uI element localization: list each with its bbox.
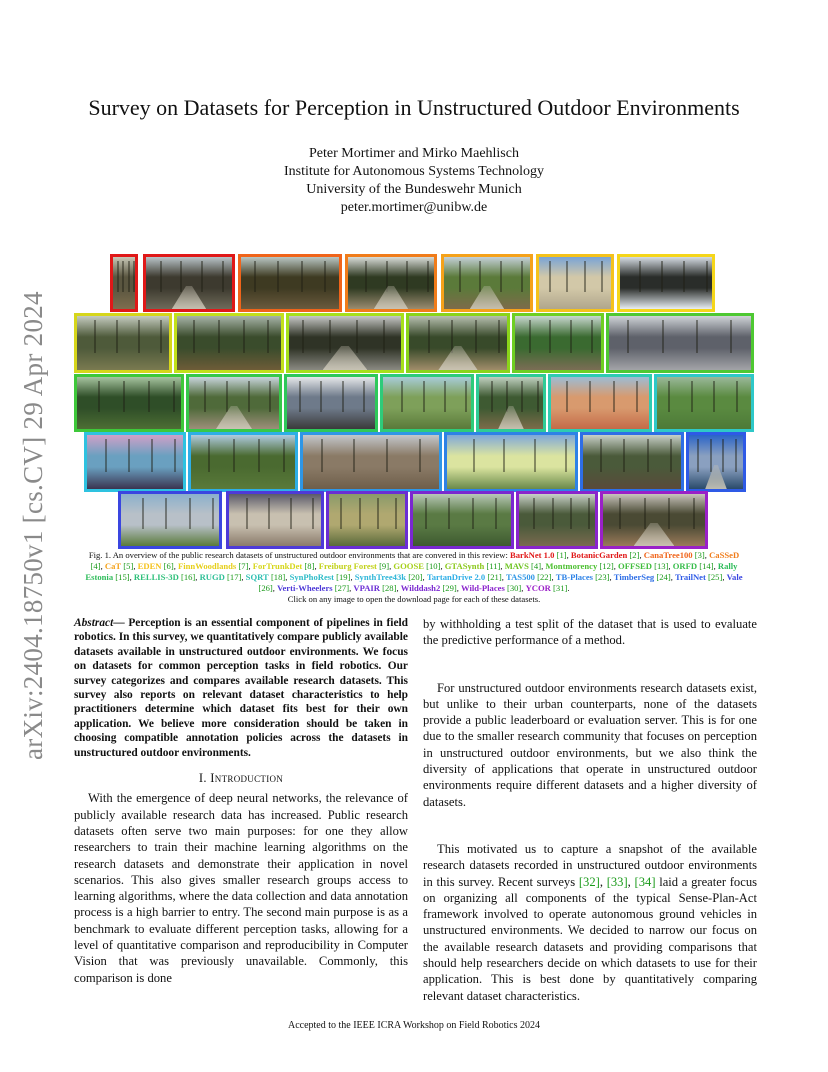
thumbnail-sky xyxy=(121,494,219,514)
intro-p3-after: laid a greater focus on organizing all components of the typical Sense-Plan-Act framework involved to operate autonomous ground vehicles in unstructured environments. We decided to narrow our focus on the available research datasets and providing comparisons that should help researchers decide on which datasets to use for their application. This is best done by quantitatively comparing relevant dataset characteristics. xyxy=(423,874,758,1003)
thumbnail-tree xyxy=(116,320,118,352)
thumbnail-tree xyxy=(730,320,732,352)
thumbnail-tree xyxy=(248,381,250,412)
citation-link[interactable]: [33] xyxy=(606,874,628,889)
dataset-thumbnail[interactable] xyxy=(143,254,235,312)
thumbnail-sky xyxy=(383,377,471,397)
caption-dataset-name[interactable]: RELLIS-3D xyxy=(133,572,179,582)
thumbnail-tree xyxy=(491,381,493,412)
caption-dataset-name[interactable]: Verti-Wheelers xyxy=(277,583,333,593)
caption-citation[interactable]: [4] xyxy=(531,561,542,571)
author-university: University of the Bundeswehr Munich xyxy=(306,182,522,197)
thumbnail-tree xyxy=(521,381,523,412)
thumbnail-tree xyxy=(600,439,602,471)
caption-dataset-name[interactable]: BotanicGarden xyxy=(570,550,628,560)
dataset-thumbnail[interactable] xyxy=(410,491,514,549)
thumbnail-tree xyxy=(521,261,523,292)
caption-tail: Click on any image to open the download page for each of these datasets. xyxy=(287,594,541,604)
caption-dataset-name[interactable]: FinnWoodlands xyxy=(178,561,237,571)
thumbnail-tree xyxy=(353,439,355,471)
thumbnail-tree xyxy=(696,320,698,352)
caption-dataset-name[interactable]: Freiburg Forest xyxy=(318,561,377,571)
caption-dataset-name[interactable]: Wild-Places xyxy=(461,583,505,593)
intro-paragraph-1-cont: by withholding a test split of the dataset that is used to evaluate the predictive performance of a method. xyxy=(423,617,757,648)
thumbnail-tree xyxy=(365,261,367,292)
caption-citation[interactable]: [25] xyxy=(708,572,723,582)
abstract: Abstract— Perception is an essential component of pipelines in field robotics. In this survey, we quantitatively compare publicly available datasets available in unstructured outdoor environments. We focus on datasets for common perception tasks in field robotics. Our survey categorizes and compares available research datasets. This survey also reports on relevant dataset characteristics to help practitioners determine which dataset fits best for their own application. We believe more consideration should be taken in choosing compatible annotation policies across the datasets in unstructured outdoor environments. xyxy=(74,617,408,759)
caption-citation[interactable]: [8] xyxy=(304,561,315,571)
caption-dataset-name[interactable]: CaT xyxy=(104,561,122,571)
intro-p3-before: This motivated us to capture a snapshot of the available research datasets recorded in unstructured outdoor environments in this survey. Recent surveys xyxy=(423,841,757,889)
thumbnail-tree xyxy=(448,498,450,529)
dataset-thumbnail[interactable] xyxy=(380,374,474,432)
dataset-thumbnail[interactable] xyxy=(74,374,184,432)
thumbnail-tree xyxy=(208,439,210,471)
thumbnail-tree xyxy=(627,320,629,352)
caption-citation[interactable]: [21] xyxy=(487,572,502,582)
caption-dataset-name[interactable]: CaSSeD xyxy=(709,550,740,560)
thumbnail-tree xyxy=(277,261,279,292)
thumbnail-tree xyxy=(444,381,446,412)
thumbnail-tree xyxy=(383,320,385,352)
thumbnail-sky xyxy=(447,435,575,456)
thumbnail-tree xyxy=(283,439,285,471)
thumbnail-sky xyxy=(87,435,183,456)
caption-citation[interactable]: [11] xyxy=(486,561,501,571)
thumbnail-tree xyxy=(735,439,737,471)
thumbnail-sky xyxy=(583,435,681,456)
thumbnail-tree xyxy=(180,261,182,292)
thumbnail-tree xyxy=(570,498,572,529)
dataset-thumbnail[interactable] xyxy=(406,313,510,373)
caption-citation[interactable]: [5] xyxy=(123,561,134,571)
dataset-thumbnail[interactable] xyxy=(226,491,324,549)
thumbnail-tree xyxy=(566,261,568,292)
thumbnail-tree xyxy=(647,439,649,471)
section-title: Introduction xyxy=(210,771,284,786)
thumbnail-tree xyxy=(427,261,429,292)
dataset-thumbnail[interactable] xyxy=(441,254,533,312)
thumbnail-tree xyxy=(204,381,206,412)
thumbnail-tree xyxy=(549,320,551,352)
thumbnail-ground xyxy=(121,525,219,546)
thumbnail-tree xyxy=(661,261,663,292)
thumbnail-ground xyxy=(583,467,681,489)
caption-citation[interactable]: [20] xyxy=(408,572,423,582)
right-column xyxy=(423,616,757,1004)
dataset-thumbnail[interactable] xyxy=(188,432,298,492)
thumbnail-tree xyxy=(356,320,358,352)
caption-dataset-name[interactable]: CanaTree100 xyxy=(643,550,693,560)
section-number: I. xyxy=(198,771,211,786)
thumbnail-ground xyxy=(383,408,471,429)
thumbnail-tree xyxy=(537,381,539,412)
thumbnail-ground xyxy=(447,467,575,489)
thumbnail-tree xyxy=(233,439,235,471)
abstract-label: Abstract xyxy=(74,617,114,629)
thumbnail-tree xyxy=(226,381,228,412)
thumbnail-tree xyxy=(495,498,497,529)
dataset-thumbnail[interactable] xyxy=(444,432,578,492)
thumbnail-tree xyxy=(601,261,603,292)
thumbnail-tree xyxy=(500,261,502,292)
dataset-thumbnail[interactable] xyxy=(300,432,442,492)
caption-dataset-name[interactable]: TB-Places xyxy=(555,572,593,582)
caption-dataset-name[interactable]: TartanDrive 2.0 xyxy=(426,572,486,582)
thumbnail-tree xyxy=(691,381,693,412)
thumbnail-tree xyxy=(363,381,365,412)
thumbnail-tree xyxy=(269,381,271,412)
dataset-thumbnail[interactable] xyxy=(536,254,614,312)
caption-citation[interactable]: [30] xyxy=(506,583,522,593)
thumbnail-tree xyxy=(613,381,615,412)
thumbnail-tree xyxy=(301,261,303,292)
thumbnail-sky xyxy=(479,377,543,397)
dataset-thumbnail[interactable] xyxy=(580,432,684,492)
thumbnail-tree xyxy=(160,261,162,292)
caption-citation[interactable]: [31] xyxy=(553,583,568,593)
thumbnail-tree xyxy=(706,261,708,292)
thumbnail-tree xyxy=(668,381,670,412)
thumbnail-tree xyxy=(693,498,695,529)
thumbnail-sky xyxy=(519,494,595,514)
thumbnail-sky xyxy=(409,316,507,337)
thumbnail-tree xyxy=(324,261,326,292)
thumbnail-ground xyxy=(620,288,712,309)
thumbnail-tree xyxy=(534,439,536,471)
intro-paragraph-3: This motivated us to capture a snapshot of the available research datasets recorded in unstructured outdoor environments in this survey. Recent surveys [32], [33], [34] laid a greater focus on organizing all components of the typical Sense-Plan-Act framework involved to operate autonomous ground vehicles in unstructured environments. We decided to narrow our focus on the available research datasets and providing comparisons that should help researchers decide on which datasets to use for their application. This is best done by quantitatively comparing relevant dataset characteristics. xyxy=(423,841,758,1003)
dataset-thumbnail[interactable] xyxy=(186,374,282,432)
thumbnail-tree xyxy=(451,320,453,352)
thumbnail-sky xyxy=(620,257,712,277)
caption-dataset-name[interactable]: Vale xyxy=(726,572,743,582)
thumbnail-ground xyxy=(229,525,321,546)
caption-citation[interactable]: [4] xyxy=(90,561,101,571)
thumbnail-tree xyxy=(591,320,593,352)
abstract-text: Perception is an essential component of pipelines in field robotics. In this survey, we quantitatively compare publicly available datasets available in unstructured outdoor environments. We focus on datasets for common perception tasks in field robotics. Our survey categorizes and compares available research datasets. This survey also reports on relevant dataset characteristics to help practitioners determine which dataset fits best for their own application. We believe more consideration should be taken in choosing compatible annotation policies across the datasets in unstructured outdoor environments. xyxy=(74,617,408,759)
author-block xyxy=(0,145,828,217)
dataset-thumbnail[interactable] xyxy=(548,374,652,432)
caption-dataset-list: BarkNet 1.0 [1], BotanicGarden [2], CanaTree100 [3], CaSSeD [4], CaT [5], EDEN [6], FinnWoodlands [7], ForTrunkDet [8], Freiburg Forest [9], GOOSE [10], GTASynth [11], MAVS [4], Montmorency [12], OFFSED [13], ORFD [14], Rally Estonia [15], RELLIS-3D [16], RUGD [17], SQRT [18], SynPhoRest [19], SynthTree43k [20], TartanDrive 2.0 [21], TAS500 [22], TB-Places [23], TimberSeg [24], TrailNet [25], Vale [26], Verti-Wheelers [27], VPAIR [28], Wilddash2 [29], Wild-Places [30], YCOR [31]. xyxy=(85,550,743,593)
dataset-thumbnail[interactable] xyxy=(174,313,284,373)
caption-citation[interactable]: [26] xyxy=(258,583,273,593)
caption-citation[interactable]: [2] xyxy=(629,550,640,560)
thumbnail-tree xyxy=(479,261,481,292)
thumbnail-tree xyxy=(697,439,699,471)
dataset-thumbnail[interactable] xyxy=(84,432,186,492)
caption-citation[interactable]: [9] xyxy=(379,561,390,571)
thumbnail-tree xyxy=(123,381,125,412)
thumbnail-tree xyxy=(148,381,150,412)
section-heading xyxy=(74,770,408,786)
thumbnail-tree xyxy=(710,439,712,471)
thumbnail-tree xyxy=(570,320,572,352)
caption-dataset-name[interactable]: GOOSE xyxy=(393,561,424,571)
citation-link[interactable]: [32] xyxy=(578,874,600,889)
caption-citation[interactable]: [13] xyxy=(654,561,669,571)
dataset-thumbnail[interactable] xyxy=(617,254,715,312)
thumbnail-tree xyxy=(639,261,641,292)
thumbnail-tree xyxy=(268,498,270,529)
dataset-thumbnail[interactable] xyxy=(74,313,172,373)
thumbnail-sky xyxy=(229,494,321,514)
caption-dataset-name[interactable]: TrailNet xyxy=(674,572,706,582)
thumbnail-tree xyxy=(359,498,361,529)
thumbnail-ground xyxy=(519,525,595,546)
caption-dataset-name[interactable]: Montmorency xyxy=(545,561,598,571)
thumbnail-tree xyxy=(222,261,224,292)
thumbnail-tree xyxy=(683,261,685,292)
caption-citation[interactable]: [1] xyxy=(556,550,567,560)
thumbnail-tree xyxy=(246,498,248,529)
intro-paragraph-1: With the emergence of deep neural networks, the relevance of publicly available research data has increased. Public research datasets often serve two main purposes: for one they allow researchers to train their machine learning algorithms on the research datasets and demonstrate their application in novel scenarios. This also gives smaller research groups access to learning algorithms, where the data collection and data annotation process is a high barrier to entry. The second main purpose is as a benchmark to evaluate different perception tasks, allowing for a level of quantitative comparison and reproducibility in Computer Vision that was previously unavailable. Commonly, this comparison is done xyxy=(74,791,408,985)
caption-dataset-name[interactable]: TimberSeg xyxy=(613,572,655,582)
thumbnail-tree xyxy=(193,320,195,352)
thumbnail-tree xyxy=(713,381,715,412)
thumbnail-tree xyxy=(302,320,304,352)
thumbnail-ground xyxy=(77,348,169,370)
thumbnail-tree xyxy=(395,498,397,529)
citation-link[interactable]: [34] xyxy=(634,874,656,889)
thumbnail-tree xyxy=(566,381,568,412)
thumbnail-tree xyxy=(212,498,214,529)
thumbnail-tree xyxy=(736,381,738,412)
caption-dataset-name[interactable]: Rally Estonia xyxy=(85,561,738,582)
thumbnail-tree xyxy=(329,320,331,352)
thumbnail-tree xyxy=(619,498,621,529)
thumbnail-tree xyxy=(722,439,724,471)
page-footer: Accepted to the IEEE ICRA Workshop on Field Robotics 2024 xyxy=(287,1020,541,1031)
thumbnail-tree xyxy=(243,320,245,352)
thumbnail-tree xyxy=(670,439,672,471)
caption-dataset-name[interactable]: GTASynth xyxy=(444,561,485,571)
figure-caption xyxy=(84,550,744,605)
thumbnail-tree xyxy=(174,439,176,471)
thumbnail-sky xyxy=(603,494,705,514)
caption-dataset-name[interactable]: SynthTree43k xyxy=(354,572,407,582)
thumbnail-tree xyxy=(133,261,135,292)
caption-citation[interactable]: [12] xyxy=(599,561,614,571)
thumbnail-tree xyxy=(401,381,403,412)
caption-dataset-name[interactable]: ForTrunkDet xyxy=(252,561,303,571)
paper-title: Survey on Datasets for Perception in Unstructured Outdoor Environments xyxy=(88,95,740,120)
thumbnail-tree xyxy=(299,381,301,412)
caption-citation[interactable]: [17] xyxy=(227,572,242,582)
thumbnail-tree xyxy=(565,439,567,471)
caption-citation[interactable]: [16] xyxy=(180,572,196,582)
thumbnail-sky xyxy=(189,377,279,397)
thumbnail-tree xyxy=(290,498,292,529)
thumbnail-tree xyxy=(503,439,505,471)
dataset-thumbnail[interactable] xyxy=(600,491,708,549)
thumbnail-tree xyxy=(142,498,144,529)
caption-citation[interactable]: [7] xyxy=(238,561,249,571)
thumbnail-tree xyxy=(173,381,175,412)
caption-dataset-name[interactable]: YCOR xyxy=(525,583,551,593)
thumbnail-tree xyxy=(117,261,119,292)
caption-citation[interactable]: [24] xyxy=(656,572,671,582)
intro-paragraph-2: For unstructured outdoor environments research datasets exist, but unlike to their urban counterparts, none of the datasets provide a public leaderboard or evaluation server. This is for one due to the smaller research community that focuses on perception in unstructured outdoor environments, but we also think the diversity of applications that operate in unstructured outdoor environments require different datasets and a higher diversity of datasets. xyxy=(423,680,757,809)
thumbnail-tree xyxy=(312,498,314,529)
caption-dataset-name[interactable]: BarkNet 1.0 xyxy=(510,550,555,560)
thumbnail-ground xyxy=(87,467,183,489)
thumbnail-tree xyxy=(201,261,203,292)
thumbnail-tree xyxy=(549,261,551,292)
thumbnail-tree xyxy=(267,320,269,352)
dataset-thumbnail[interactable] xyxy=(654,374,754,432)
dataset-thumbnail[interactable] xyxy=(326,491,408,549)
thumbnail-tree xyxy=(128,261,130,292)
left-column xyxy=(74,616,408,986)
caption-citation[interactable]: [23] xyxy=(595,572,610,582)
thumbnail-tree xyxy=(377,498,379,529)
thumbnail-tree xyxy=(475,320,477,352)
thumbnail-tree xyxy=(218,320,220,352)
dataset-thumbnail[interactable] xyxy=(284,374,378,432)
dataset-thumbnail[interactable] xyxy=(476,374,546,432)
caption-dataset-name[interactable]: EDEN xyxy=(137,561,162,571)
caption-dataset-name[interactable]: RUGD xyxy=(199,572,225,582)
caption-citation[interactable]: [19] xyxy=(336,572,351,582)
thumbnail-tree xyxy=(428,320,430,352)
thumbnail-tree xyxy=(320,381,322,412)
thumbnail-tree xyxy=(472,498,474,529)
caption-dataset-name[interactable]: MAVS xyxy=(504,561,529,571)
thumbnail-tree xyxy=(160,320,162,352)
thumbnail-tree xyxy=(529,320,531,352)
thumbnail-tree xyxy=(584,261,586,292)
thumbnail-tree xyxy=(425,498,427,529)
author-email[interactable]: peter.mortimer@unibw.de xyxy=(340,200,488,215)
caption-citation[interactable]: [10] xyxy=(426,561,441,571)
thumbnail-tree xyxy=(623,439,625,471)
thumbnail-tree xyxy=(419,439,421,471)
dataset-thumbnail[interactable] xyxy=(238,254,342,312)
caption-citation[interactable]: [29] xyxy=(442,583,457,593)
thumbnail-tree xyxy=(254,261,256,292)
thumbnail-tree xyxy=(589,381,591,412)
thumbnail-tree xyxy=(165,498,167,529)
thumbnail-tree xyxy=(128,439,130,471)
thumbnail-sky xyxy=(77,377,181,397)
thumbnail-sky xyxy=(348,257,434,277)
caption-dataset-name[interactable]: SQRT xyxy=(245,572,269,582)
thumbnail-tree xyxy=(668,498,670,529)
caption-dataset-name[interactable]: ORFD xyxy=(672,561,698,571)
thumbnail-sky xyxy=(444,257,530,277)
arxiv-stamp: arXiv:2404.18750v1 [cs.CV] 29 Apr 2024 xyxy=(18,291,48,760)
thumbnail-tree xyxy=(340,498,342,529)
caption-dataset-name[interactable]: Wilddash2 xyxy=(400,583,441,593)
thumbnail-tree xyxy=(258,439,260,471)
author-institute: Institute for Autonomous Systems Technology xyxy=(283,164,545,179)
thumbnail-tree xyxy=(138,320,140,352)
thumbnail-tree xyxy=(459,261,461,292)
thumbnail-tree xyxy=(588,498,590,529)
dataset-thumbnail[interactable] xyxy=(345,254,437,312)
thumbnail-tree xyxy=(321,439,323,471)
caption-dataset-name[interactable]: VPAIR xyxy=(353,583,380,593)
caption-citation[interactable]: [28] xyxy=(382,583,397,593)
thumbnail-sky xyxy=(191,435,295,456)
thumbnail-tree xyxy=(189,498,191,529)
thumbnail-tree xyxy=(644,498,646,529)
thumbnail-ground xyxy=(191,467,295,489)
caption-citation[interactable]: [18] xyxy=(270,572,286,582)
thumbnail-tree xyxy=(506,381,508,412)
author-names: Peter Mortimer and Mirko Maehlisch xyxy=(309,146,519,161)
thumbnail-tree xyxy=(533,498,535,529)
dataset-thumbnail[interactable] xyxy=(606,313,754,373)
thumbnail-tree xyxy=(473,439,475,471)
dataset-thumbnail[interactable] xyxy=(686,432,746,492)
thumbnail-tree xyxy=(552,498,554,529)
thumbnail-sky xyxy=(77,316,169,337)
caption-dataset-name[interactable]: OFFSED xyxy=(618,561,652,571)
thumbnail-tree xyxy=(122,261,124,292)
caption-dataset-name[interactable]: TAS500 xyxy=(506,572,535,582)
dataset-thumbnail[interactable] xyxy=(110,254,138,312)
thumbnail-tree xyxy=(465,381,467,412)
thumbnail-tree xyxy=(423,381,425,412)
caption-citation[interactable]: [14] xyxy=(699,561,714,571)
caption-citation[interactable]: [22] xyxy=(537,572,552,582)
caption-citation[interactable]: [27] xyxy=(334,583,350,593)
thumbnail-tree xyxy=(342,381,344,412)
caption-dataset-name[interactable]: SynPhoRest xyxy=(289,572,334,582)
thumbnail-tree xyxy=(662,320,664,352)
thumbnail-tree xyxy=(636,381,638,412)
dataset-thumbnail[interactable] xyxy=(118,491,222,549)
thumbnail-tree xyxy=(151,439,153,471)
dataset-thumbnail[interactable] xyxy=(512,313,604,373)
thumbnail-tree xyxy=(105,439,107,471)
thumbnail-tree xyxy=(98,381,100,412)
caption-lead: Fig. 1. An overview of the public research datasets of unstructured outdoor environments that are convered in this review: xyxy=(88,550,511,560)
dataset-thumbnail[interactable] xyxy=(286,313,404,373)
caption-citation[interactable]: [3] xyxy=(694,550,705,560)
thumbnail-tree xyxy=(94,320,96,352)
thumbnail-tree xyxy=(498,320,500,352)
dataset-thumbnail[interactable] xyxy=(516,491,598,549)
thumbnail-ground xyxy=(77,408,181,429)
thumbnail-tree xyxy=(406,261,408,292)
caption-citation[interactable]: [6] xyxy=(163,561,174,571)
thumbnail-tree xyxy=(386,439,388,471)
caption-citation[interactable]: [15] xyxy=(115,572,130,582)
